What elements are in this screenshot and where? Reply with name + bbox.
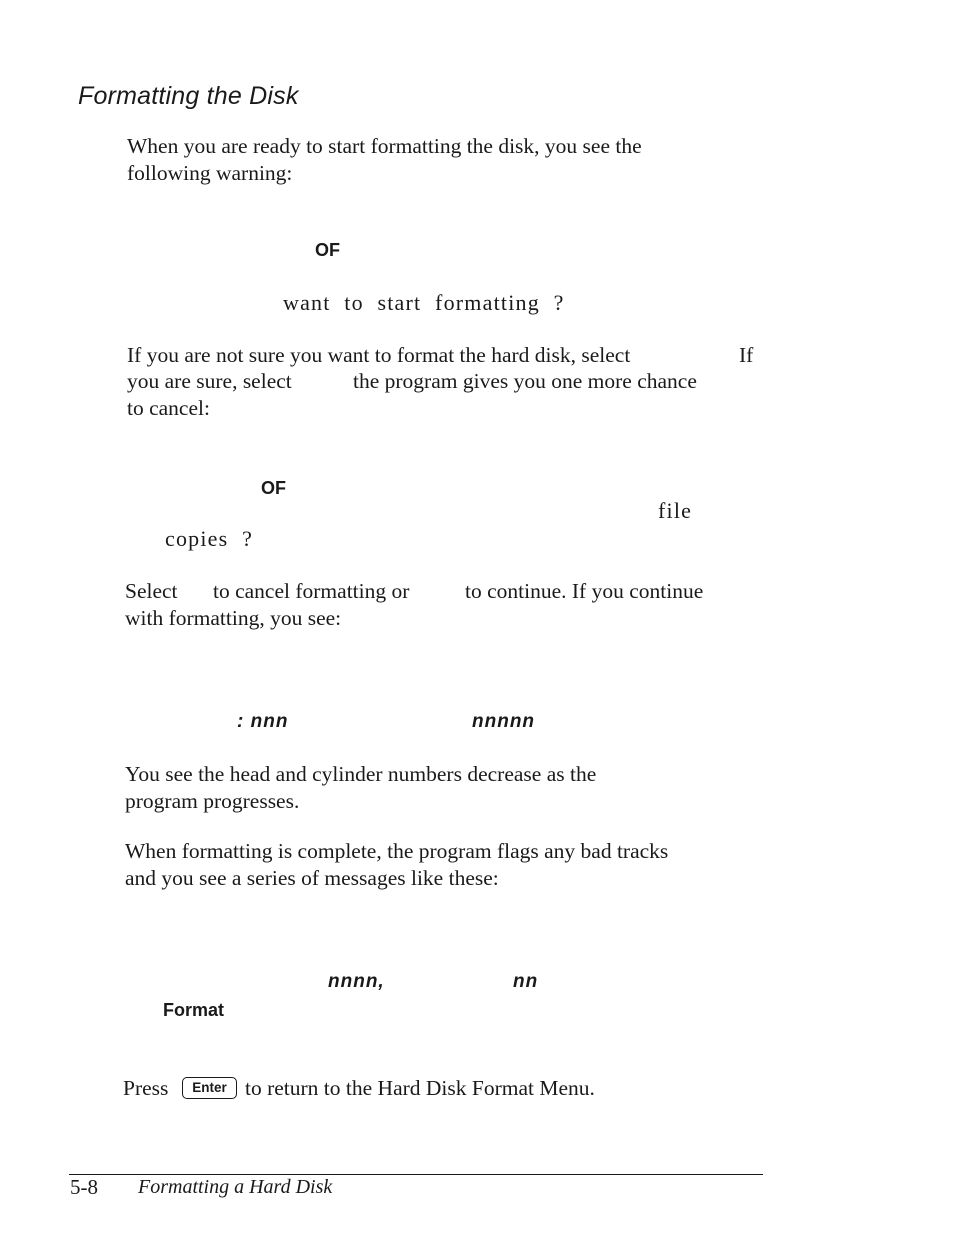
intro-line-2: following warning: (127, 160, 293, 185)
para2-line2-a: you are sure, select (127, 369, 292, 393)
progress-paragraph (125, 761, 596, 814)
para2-line2-b: the program gives you one more chance (353, 369, 697, 393)
complete-paragraph (125, 838, 668, 891)
section-heading: Formatting the Disk (78, 82, 299, 110)
badtrack-head-fragment: nn (513, 971, 539, 992)
para3-line2: with formatting, you see: (125, 606, 342, 630)
para3-line1-a: Select (125, 579, 178, 603)
progress-line-2: program progresses. (125, 788, 300, 813)
press-label: Press (123, 1076, 169, 1100)
complete-line-1: When formatting is complete, the program flags any bad tracks (125, 839, 669, 863)
intro-line-1: When you are ready to start formatting the disk, you see the (127, 134, 642, 158)
warning2-file-fragment: file (658, 498, 693, 523)
para2-line1-a: If you are not sure you want to format the hard disk, select (127, 343, 631, 367)
enter-key-icon: Enter (182, 1077, 237, 1099)
progress-head-fragment: : nnn (237, 711, 289, 732)
intro-paragraph (127, 133, 642, 186)
badtrack-cylinder-fragment: nnnn, (328, 971, 385, 992)
badtrack-format-fragment: Format (163, 1000, 225, 1020)
para3-line1-b: to cancel formatting or (213, 579, 410, 603)
progress-cylinder-fragment: nnnnn (472, 711, 536, 732)
footer-rule (69, 1174, 763, 1175)
warning1-of-fragment: OF (315, 240, 340, 260)
press-instruction: to return to the Hard Disk Format Menu. (245, 1076, 595, 1100)
warning2-of-fragment: OF (261, 478, 286, 498)
para3-line1-c: to continue. If you continue (465, 579, 704, 603)
progress-line-1: You see the head and cylinder numbers decrease as the (125, 762, 597, 786)
warning1-question-fragment: want to start formatting ? (283, 290, 565, 315)
para2-line1-b: If (739, 343, 754, 367)
complete-line-2: and you see a series of messages like these: (125, 865, 499, 890)
footer-page-number: 5-8 (70, 1175, 98, 1199)
para2-line3: to cancel: (127, 396, 210, 420)
warning2-copies-fragment: copies ? (165, 526, 254, 551)
footer-chapter-title: Formatting a Hard Disk (138, 1176, 333, 1198)
